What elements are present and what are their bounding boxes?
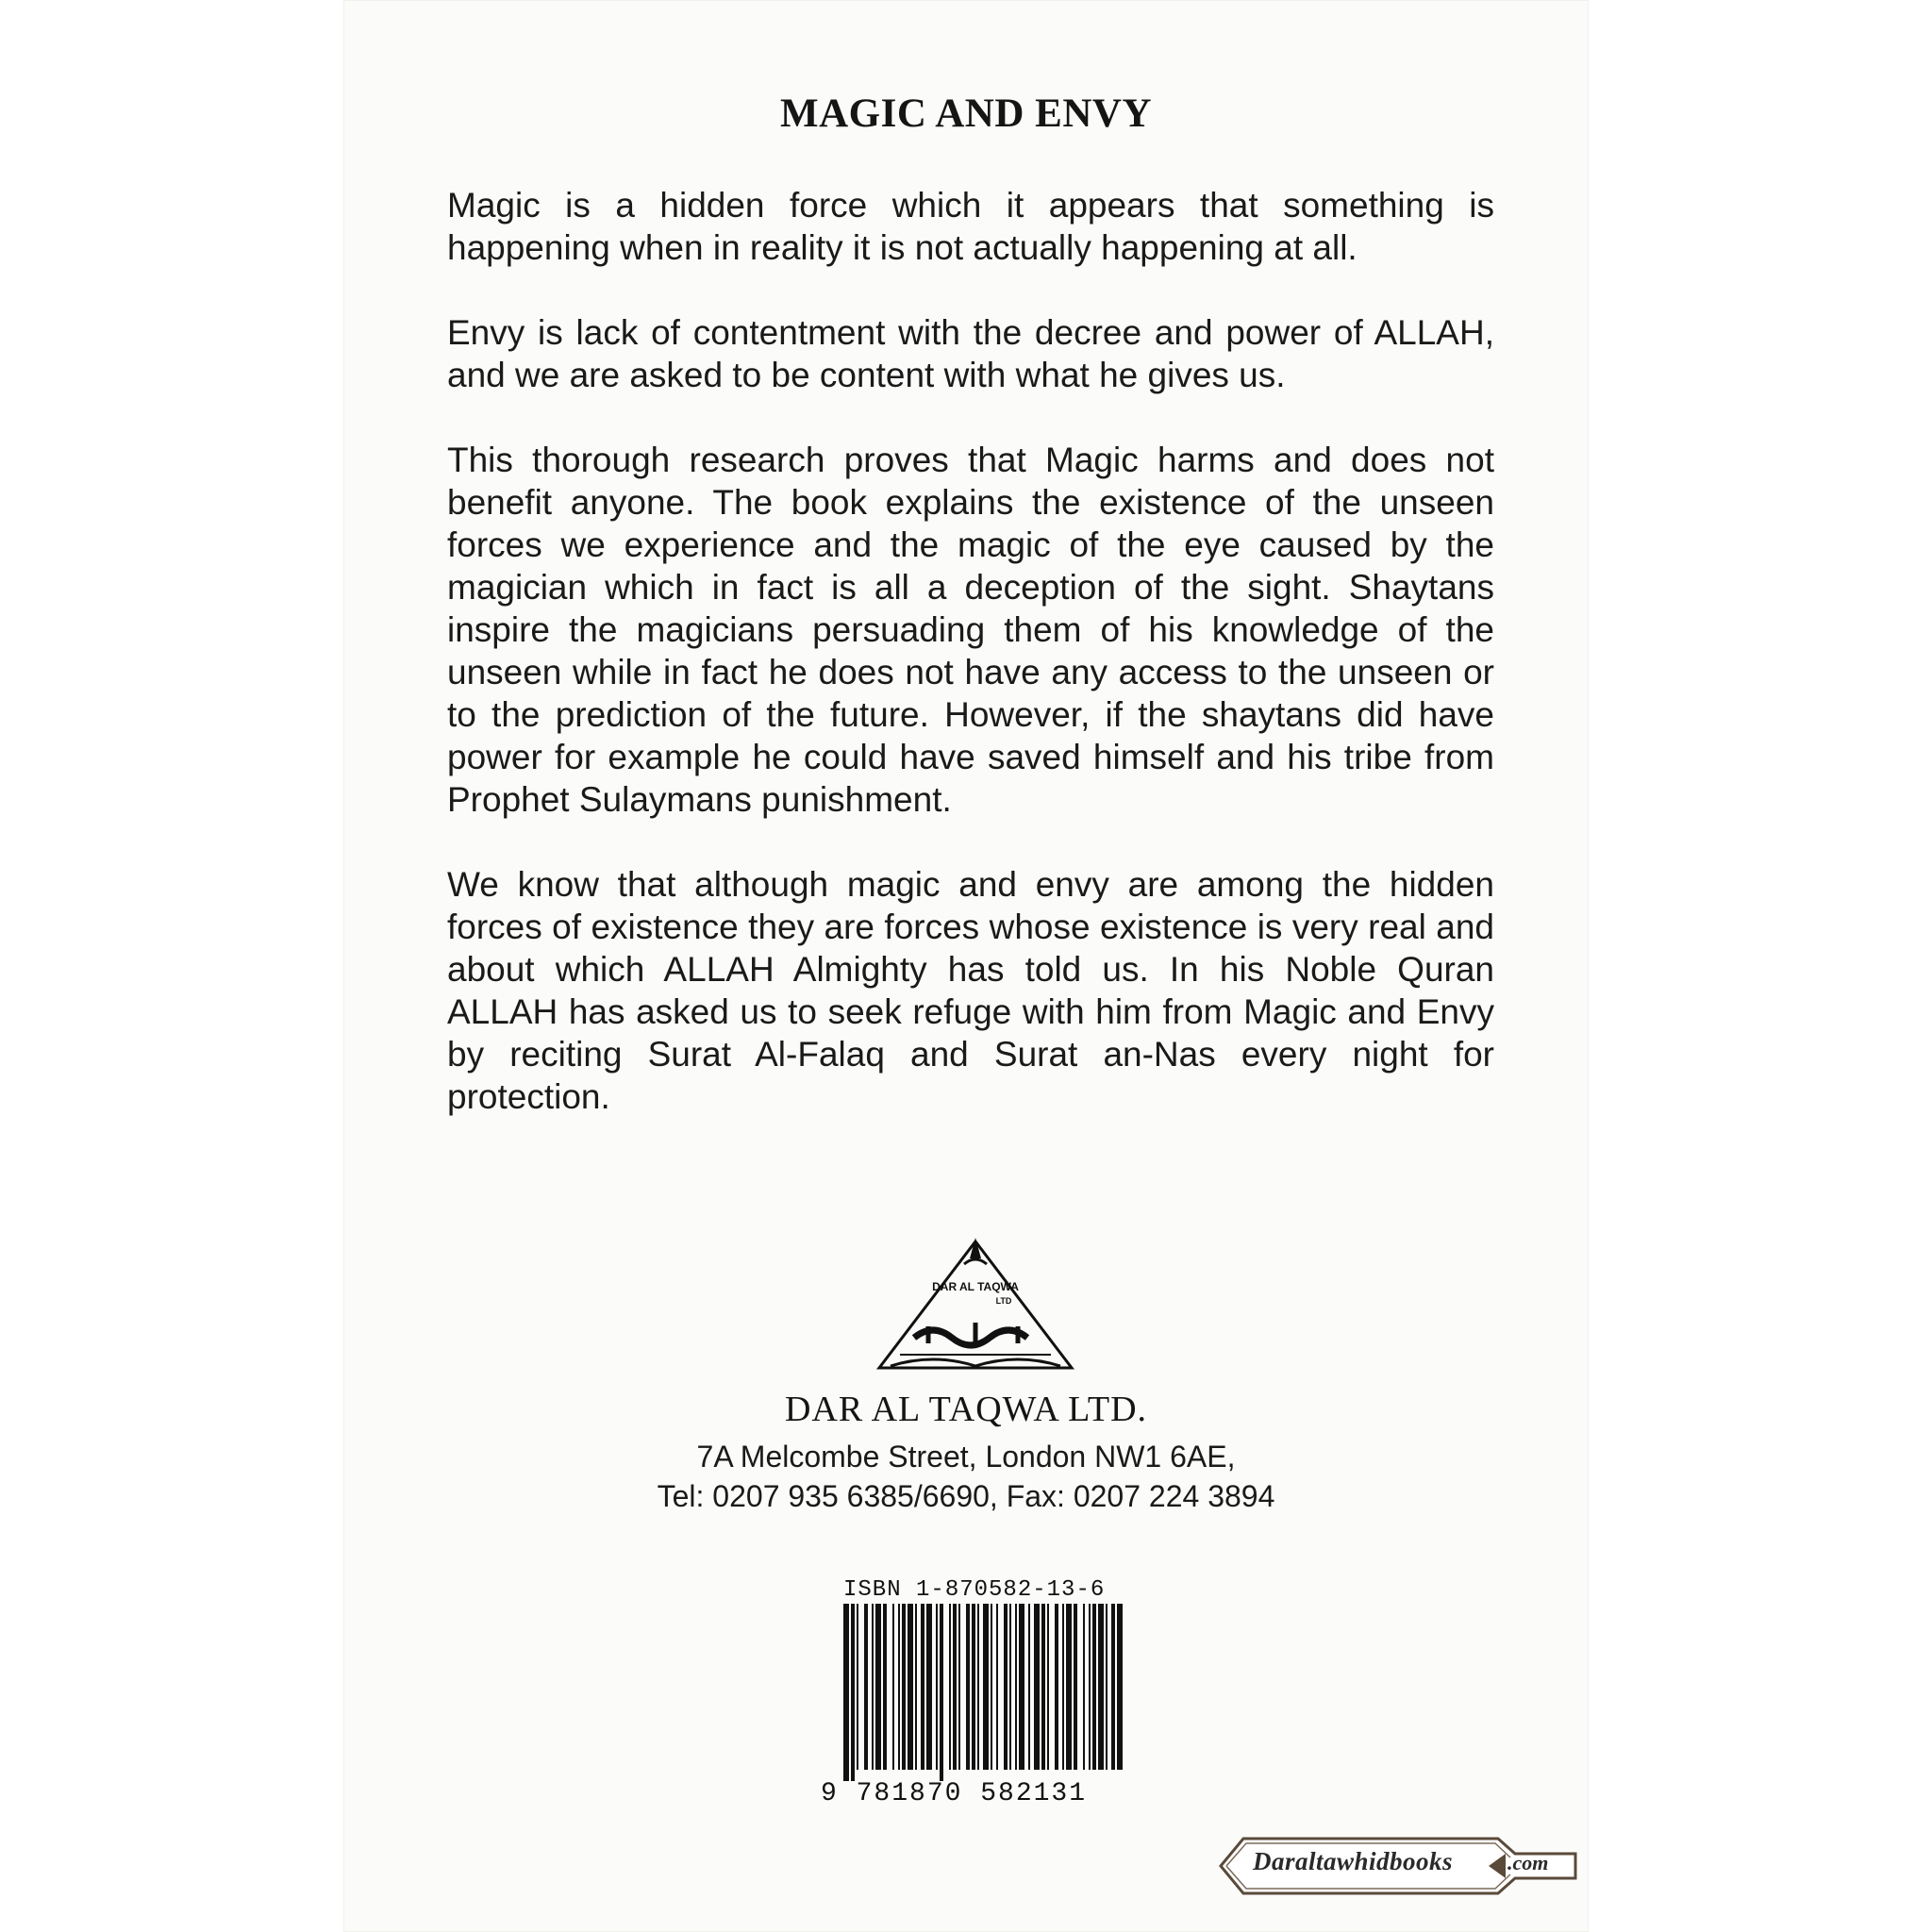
watermark-site: Daraltawhidbooks <box>1253 1847 1454 1875</box>
barcode-bar <box>953 1604 957 1770</box>
barcode-bar <box>1066 1604 1072 1770</box>
barcode-bar <box>991 1604 992 1770</box>
barcode-bar <box>908 1604 913 1770</box>
barcode-bar <box>1106 1604 1108 1770</box>
barcode-bar <box>1089 1604 1091 1770</box>
barcode-bar <box>940 1604 943 1781</box>
publisher-address: 7A Melcombe Street, London NW1 6AE, <box>696 1440 1236 1474</box>
barcode-bar <box>926 1604 932 1770</box>
barcode-bar <box>1041 1604 1045 1770</box>
blurb <box>447 184 1494 1160</box>
barcode-bar <box>996 1604 998 1770</box>
barcode-bar <box>1034 1604 1040 1770</box>
publisher-contact: Tel: 0207 935 6385/6690, Fax: 0207 224 3894 <box>657 1479 1275 1513</box>
book-title: MAGIC AND ENVY <box>780 92 1152 136</box>
barcode-bar <box>958 1604 960 1770</box>
barcode-bar <box>851 1604 855 1781</box>
barcode-bar <box>1083 1604 1085 1770</box>
barcode-bar <box>966 1604 970 1770</box>
barcode-bar <box>892 1604 894 1770</box>
barcode-bar <box>1015 1604 1017 1770</box>
barcode-bar <box>915 1604 917 1770</box>
barcode-bar <box>921 1604 924 1770</box>
barcode-bar <box>1074 1604 1077 1770</box>
barcode-bar <box>1092 1604 1096 1770</box>
barcode-bar <box>1047 1604 1049 1770</box>
barcode-bar <box>898 1604 900 1770</box>
isbn-label: ISBN 1-870582-13-6 <box>843 1577 1106 1603</box>
barcode-bar <box>1055 1604 1058 1770</box>
blurb-paragraph-4: We know that although magic and envy are among the hidden forces of existence they are forces whose existence is very real and about which ALLAH Almighty has told us. In his Noble Quran ALLAH has asked us to seek refuge with him from Magic and Envy by reciting Surat Al-Falaq and Surat an-Nas every night for protection. <box>447 865 1494 1116</box>
barcode-bar <box>1009 1604 1011 1770</box>
barcode-bar <box>936 1604 938 1770</box>
logo-name: DAR AL TAQWA <box>932 1280 1019 1293</box>
barcode-bar <box>972 1604 975 1770</box>
barcode-bar <box>875 1604 881 1770</box>
logo-ltd: LTD <box>995 1296 1012 1306</box>
barcode-bar <box>1098 1604 1104 1770</box>
publisher-logo-icon <box>862 1236 1089 1377</box>
barcode-bar <box>1111 1604 1115 1770</box>
blurb-paragraph-1: Magic is a hidden force which it appears that something is happening when in reality it is not actually happening at all. <box>447 186 1494 267</box>
barcode-bar <box>857 1604 858 1770</box>
watermark-suffix: .com <box>1507 1851 1549 1874</box>
barcode-bar <box>864 1604 868 1770</box>
barcode-bar <box>1019 1604 1024 1770</box>
barcode-digits: 9 781870 582131 <box>821 1779 1088 1808</box>
book-back-cover <box>343 0 1589 1932</box>
barcode-bar <box>872 1604 874 1770</box>
blurb-paragraph-3: This thorough research proves that Magic harms and does not benefit anyone. The book explains the existence of the unseen forces we experience and the magic of the eye caused by the magician which in fact is all a deception of the sight. Shaytans inspire the magicians persuading them of his knowledge of the unseen while in fact he does not have any access to the unseen or to the prediction of the future. However, if the shaytans did have power for example he could have saved himself and his tribe from Prophet Sulaymans punishment. <box>447 441 1494 819</box>
barcode-bar <box>1028 1604 1030 1770</box>
barcode-bar <box>1117 1604 1123 1770</box>
barcode-bar <box>883 1604 887 1770</box>
barcode-bar <box>983 1604 989 1770</box>
barcode <box>841 1604 1128 1781</box>
barcode-bar <box>977 1604 979 1770</box>
barcode-bar <box>1062 1604 1064 1770</box>
barcode-bar <box>949 1604 951 1770</box>
barcode-bar <box>902 1604 906 1770</box>
barcode-bar <box>1004 1604 1008 1770</box>
publisher-name: DAR AL TAQWA LTD. <box>784 1390 1148 1429</box>
barcode-bar <box>843 1604 849 1781</box>
blurb-paragraph-2: Envy is lack of contentment with the decree and power of ALLAH, and we are asked to be content with what he gives us. <box>447 313 1494 394</box>
